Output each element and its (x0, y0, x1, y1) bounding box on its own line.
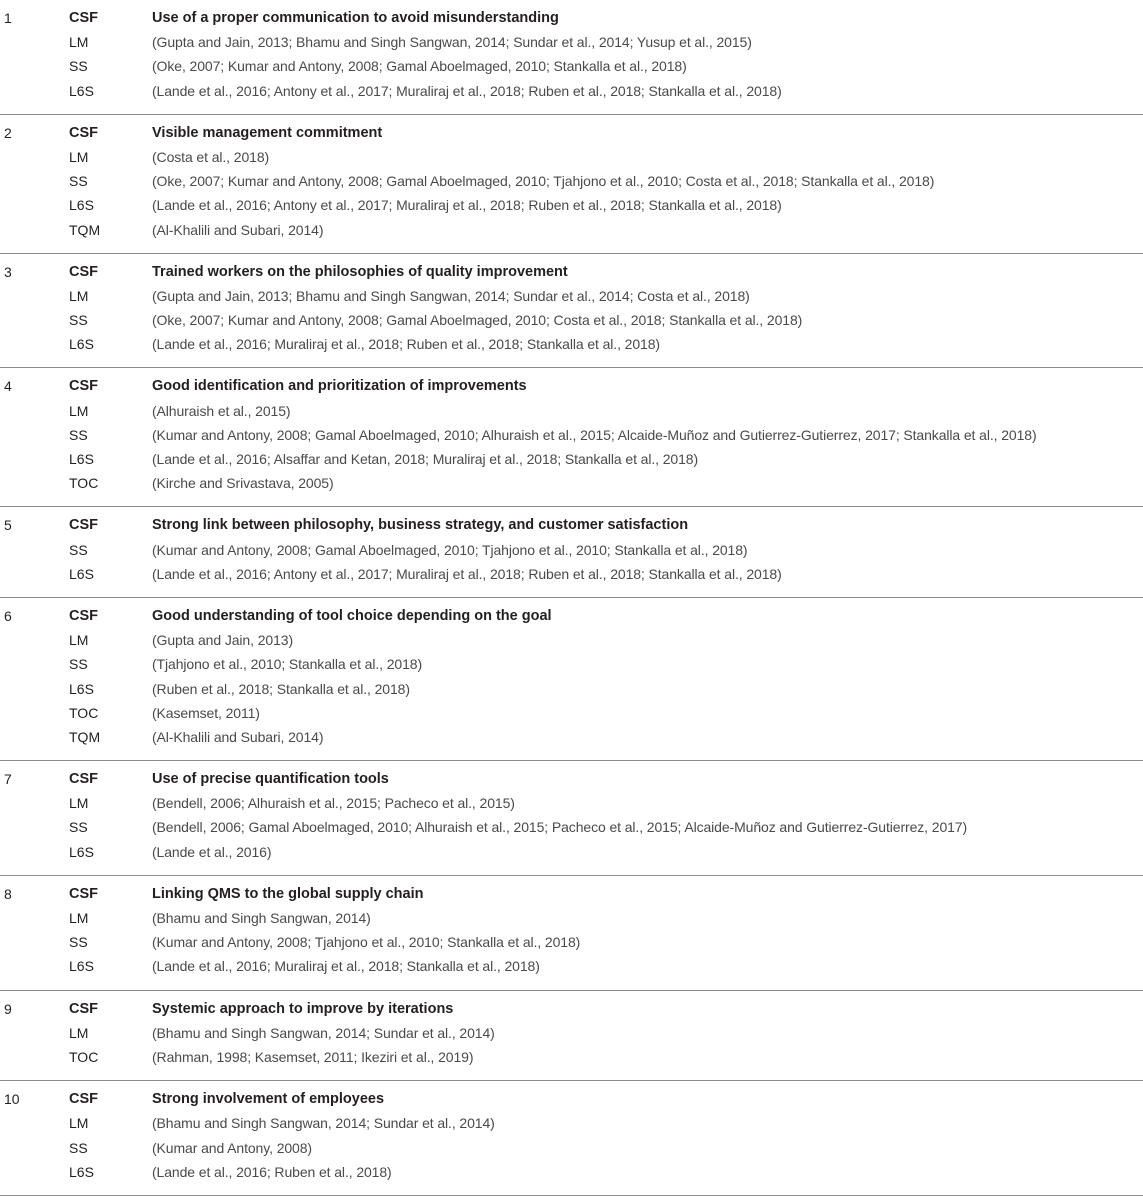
reference-row (0, 907, 1143, 931)
citation-text: (Lande et al., 2016; Antony et al., 2017; Muraliraj et al., 2018; Ruben et al., 2018; Stankalla et al., 2018) (152, 565, 782, 582)
csf-header-row (0, 122, 1143, 146)
citation-text: (Lande et al., 2016) (152, 843, 272, 860)
csf-title: Good understanding of tool choice depending on the goal (152, 607, 552, 624)
citation-text: (Costa et al., 2018) (152, 148, 270, 165)
citation-text: (Kumar and Antony, 2008; Gamal Aboelmaged, 2010; Alhuraish et al., 2015; Alcaide-Muñoz and Gutierrez-Gutierrez, 2017; Stankalla et al., 2018) (152, 426, 1037, 443)
method-code: LM (69, 795, 89, 812)
csf-group (0, 254, 1143, 369)
reference-row (0, 931, 1143, 955)
citation-text: (Bendell, 2006; Gamal Aboelmaged, 2010; Alhuraish et al., 2015; Pacheco et al., 2015; Alcaide-Muñoz and Gutierrez-Gutierrez, 2017) (152, 819, 968, 836)
csf-title: Good identification and prioritization of improvements (152, 378, 527, 395)
reference-row (0, 424, 1143, 448)
reference-row (0, 1022, 1143, 1046)
method-code: SS (69, 934, 88, 951)
csf-group (0, 368, 1143, 507)
reference-row (0, 539, 1143, 563)
csf-group (0, 507, 1143, 598)
row-number: 7 (4, 771, 12, 788)
csf-group (0, 991, 1143, 1082)
citation-text: (Lande et al., 2016; Alsaffar and Ketan, 2018; Muraliraj et al., 2018; Stankalla et al., 2018) (152, 451, 699, 467)
reference-row (0, 816, 1143, 840)
citation-text: (Kirche and Srivastava, 2005) (152, 475, 334, 492)
citation-text: (Kumar and Antony, 2008; Tjahjono et al., 2010; Stankalla et al., 2018) (152, 934, 581, 951)
method-code: L6S (69, 451, 94, 467)
citation-text: (Oke, 2007; Kumar and Antony, 2008; Gamal Aboelmaged, 2010; Costa et al., 2018; Stankalla et al., 2018) (152, 312, 803, 329)
citation-text: (Lande et al., 2016; Ruben et al., 2018) (152, 1163, 392, 1180)
csf-header-row (0, 514, 1143, 538)
citation-text: (Rahman, 1998; Kasemset, 2011; Ikeziri et al., 2019) (152, 1048, 474, 1065)
csf-header-row (0, 261, 1143, 285)
citation-text: (Al-Khalili and Subari, 2014) (152, 221, 324, 238)
method-code: L6S (69, 680, 94, 697)
csf-label: CSF (69, 517, 98, 534)
csf-label: CSF (69, 10, 98, 26)
citation-text: (Bhamu and Singh Sangwan, 2014; Sundar et al., 2014) (152, 1024, 495, 1041)
method-code: L6S (69, 1163, 94, 1180)
method-code: SS (69, 541, 88, 558)
citation-text: (Al-Khalili and Subari, 2014) (152, 728, 324, 745)
csf-title: Strong link between philosophy, business strategy, and customer satisfaction (152, 517, 689, 534)
row-number: 1 (4, 10, 12, 26)
reference-row (0, 170, 1143, 194)
reference-row (0, 1046, 1143, 1070)
row-number: 6 (4, 607, 12, 624)
reference-row (0, 80, 1143, 104)
csf-title: Strong involvement of employees (152, 1091, 385, 1108)
csf-label: CSF (69, 885, 98, 902)
reference-row (0, 309, 1143, 333)
citation-text: (Alhuraish et al., 2015) (152, 402, 291, 419)
csf-group (0, 876, 1143, 991)
row-number: 3 (4, 263, 12, 280)
reference-row (0, 333, 1143, 357)
csf-title: Trained workers on the philosophies of quality improvement (152, 263, 568, 280)
csf-label: CSF (69, 378, 98, 395)
method-code: SS (69, 426, 88, 443)
reference-row (0, 629, 1143, 653)
row-number: 10 (4, 1091, 20, 1108)
csf-group (0, 0, 1143, 115)
reference-row (0, 1137, 1143, 1161)
citation-text: (Oke, 2007; Kumar and Antony, 2008; Gamal Aboelmaged, 2010; Stankalla et al., 2018) (152, 58, 687, 75)
row-number: 8 (4, 885, 12, 902)
citation-text: (Lande et al., 2016; Antony et al., 2017; Muraliraj et al., 2018; Ruben et al., 2018; Stankalla et al., 2018) (152, 82, 782, 99)
reference-row (0, 219, 1143, 243)
reference-row (0, 285, 1143, 309)
csf-label: CSF (69, 1000, 98, 1017)
citation-text: (Bendell, 2006; Alhuraish et al., 2015; Pacheco et al., 2015) (152, 795, 515, 812)
csf-title: Use of a proper communication to avoid misunderstanding (152, 10, 559, 26)
method-code: TOC (69, 704, 99, 721)
reference-row (0, 472, 1143, 496)
citation-text: (Lande et al., 2016; Antony et al., 2017; Muraliraj et al., 2018; Ruben et al., 2018; Stankalla et al., 2018) (152, 197, 782, 214)
csf-label: CSF (69, 124, 98, 141)
method-code: TQM (69, 728, 101, 745)
reference-row (0, 146, 1143, 170)
row-number: 5 (4, 517, 12, 534)
reference-row (0, 55, 1143, 79)
reference-row (0, 563, 1143, 587)
csf-group (0, 598, 1143, 761)
csf-title: Use of precise quantification tools (152, 771, 389, 788)
citation-text: (Kasemset, 2011) (152, 704, 260, 721)
csf-label: CSF (69, 1091, 98, 1108)
method-code: SS (69, 819, 88, 836)
citation-text: (Bhamu and Singh Sangwan, 2014) (152, 910, 371, 926)
reference-row (0, 702, 1143, 726)
citation-text: (Gupta and Jain, 2013) (152, 632, 294, 649)
reference-row (0, 726, 1143, 750)
citation-text: (Kumar and Antony, 2008) (152, 1139, 312, 1156)
method-code: L6S (69, 958, 94, 975)
citation-text: (Ruben et al., 2018; Stankalla et al., 2018) (152, 680, 410, 697)
method-code: LM (69, 34, 89, 51)
method-code: LM (69, 402, 89, 419)
citation-text: (Gupta and Jain, 2013; Bhamu and Singh Sangwan, 2014; Sundar et al., 2014; Costa et al., 2018) (152, 287, 750, 304)
row-number: 9 (4, 1000, 12, 1017)
reference-row (0, 678, 1143, 702)
method-code: L6S (69, 843, 94, 860)
csf-header-row (0, 883, 1143, 907)
reference-row (0, 400, 1143, 424)
reference-row (0, 792, 1143, 816)
row-number: 2 (4, 124, 12, 141)
reference-row (0, 194, 1143, 218)
method-code: L6S (69, 336, 94, 353)
csf-title: Visible management commitment (152, 124, 383, 141)
csf-header-row (0, 375, 1143, 399)
csf-group (0, 115, 1143, 254)
method-code: SS (69, 173, 88, 190)
method-code: LM (69, 1115, 89, 1132)
method-code: SS (69, 656, 88, 673)
reference-row (0, 448, 1143, 472)
csf-label: CSF (69, 263, 98, 280)
reference-row (0, 1161, 1143, 1185)
method-code: TQM (69, 221, 101, 238)
citation-text: (Tjahjono et al., 2010; Stankalla et al., 2018) (152, 656, 423, 673)
reference-row (0, 841, 1143, 865)
method-code: SS (69, 58, 88, 75)
reference-row (0, 955, 1143, 979)
csf-header-row (0, 605, 1143, 629)
csf-title: Systemic approach to improve by iterations (152, 1000, 454, 1017)
method-code: LM (69, 910, 89, 926)
method-code: L6S (69, 197, 94, 214)
citation-text: (Gupta and Jain, 2013; Bhamu and Singh Sangwan, 2014; Sundar et al., 2014; Yusup et al., 2015) (152, 34, 752, 51)
row-number: 4 (4, 378, 12, 395)
reference-row (0, 31, 1143, 55)
csf-header-row (0, 768, 1143, 792)
citation-text: (Bhamu and Singh Sangwan, 2014; Sundar et al., 2014) (152, 1115, 495, 1132)
csf-label: CSF (69, 607, 98, 624)
method-code: LM (69, 287, 89, 304)
reference-row (0, 653, 1143, 677)
reference-row (0, 1112, 1143, 1136)
citation-text: (Lande et al., 2016; Muraliraj et al., 2018; Ruben et al., 2018; Stankalla et al., 2018) (152, 336, 660, 353)
method-code: L6S (69, 565, 94, 582)
citation-text: (Oke, 2007; Kumar and Antony, 2008; Gamal Aboelmaged, 2010; Tjahjono et al., 2010; Costa et al., 2018; Stankalla et al., 2018) (152, 173, 935, 190)
method-code: L6S (69, 82, 94, 99)
method-code: LM (69, 148, 89, 165)
csf-header-row (0, 998, 1143, 1022)
csf-group (0, 1081, 1143, 1196)
csf-group (0, 761, 1143, 876)
method-code: TOC (69, 475, 99, 492)
csf-title: Linking QMS to the global supply chain (152, 885, 424, 902)
method-code: SS (69, 312, 88, 329)
csf-header-row (0, 1088, 1143, 1112)
csf-header-row (0, 7, 1143, 31)
csf-label: CSF (69, 771, 98, 788)
method-code: LM (69, 632, 89, 649)
method-code: TOC (69, 1048, 99, 1065)
method-code: SS (69, 1139, 88, 1156)
citation-text: (Lande et al., 2016; Muraliraj et al., 2018; Stankalla et al., 2018) (152, 958, 540, 975)
citation-text: (Kumar and Antony, 2008; Gamal Aboelmaged, 2010; Tjahjono et al., 2010; Stankalla et al., 2018) (152, 541, 748, 558)
method-code: LM (69, 1024, 89, 1041)
